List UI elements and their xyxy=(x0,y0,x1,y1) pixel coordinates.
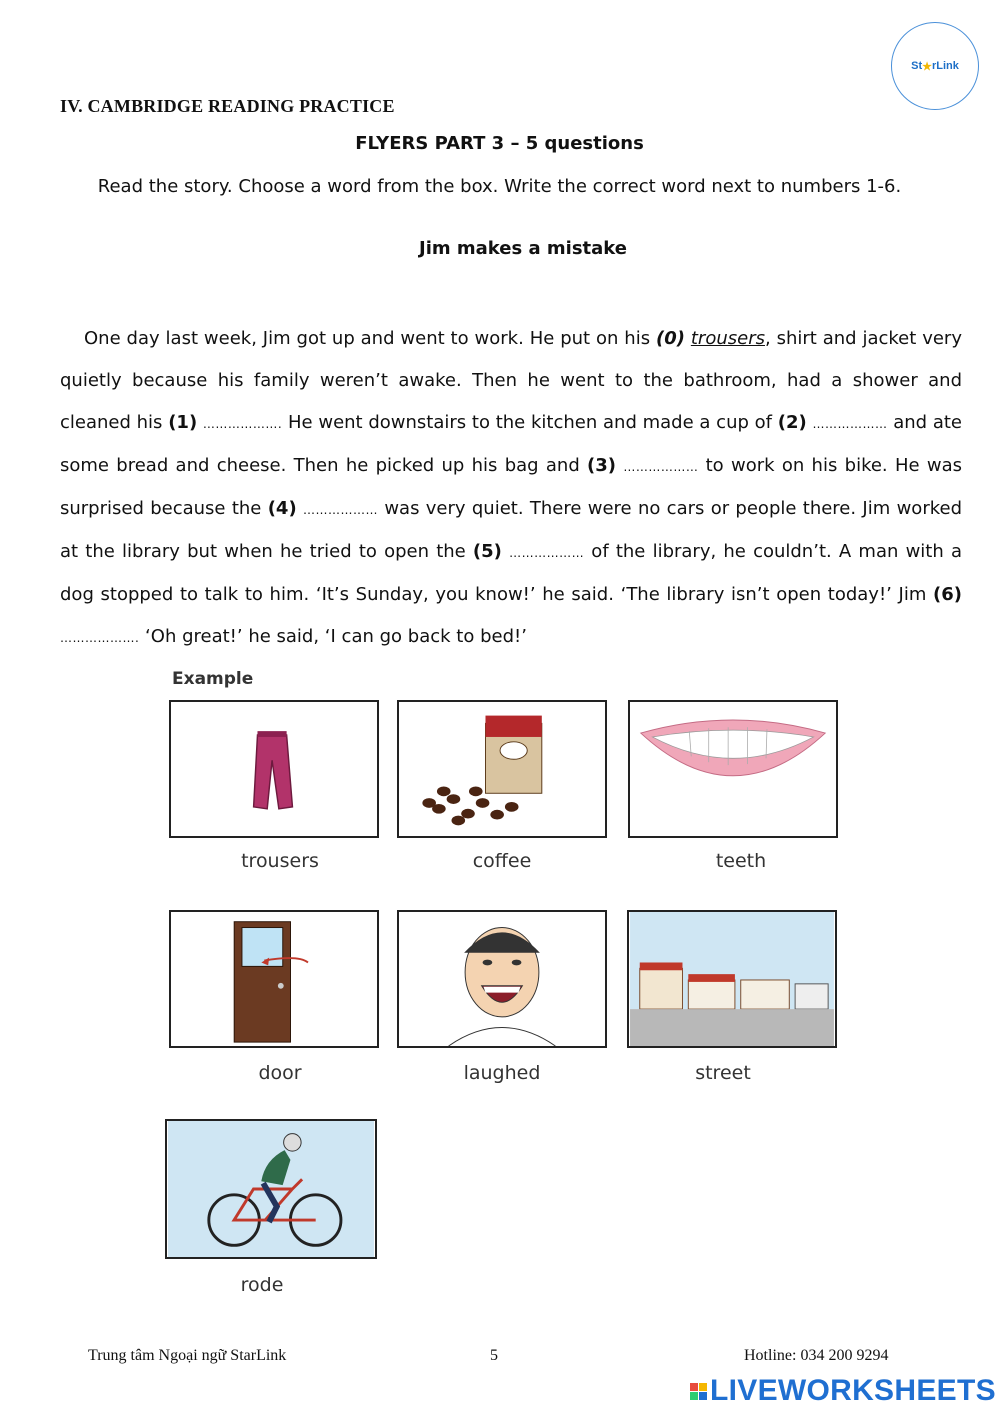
answer-gap-2[interactable]: ……………… xyxy=(812,417,888,431)
street-picture xyxy=(627,910,837,1048)
caption-teeth: teeth xyxy=(715,850,767,872)
caption-rode: rode xyxy=(240,1274,284,1296)
caption-door: door xyxy=(258,1062,302,1084)
caption-street: street xyxy=(695,1062,751,1084)
liveworksheets-logo: LIVEWORKSHEETS xyxy=(690,1374,996,1408)
caption-laughed: laughed xyxy=(463,1062,541,1084)
example-number: (0) xyxy=(655,328,685,349)
answer-gap-1[interactable]: ………………. xyxy=(202,417,283,431)
example-answer: trousers xyxy=(690,328,765,349)
instruction: Read the story. Choose a word from the box. Write the correct word next to numbers 1-6. xyxy=(97,176,902,197)
story-title: Jim makes a mistake xyxy=(419,238,627,259)
gap-number-3: (3) xyxy=(587,455,617,476)
answer-gap-5[interactable]: ……………… xyxy=(509,546,585,560)
page-number: 5 xyxy=(490,1347,498,1364)
example-label: Example xyxy=(172,669,254,689)
gap-number-6: (6) xyxy=(933,584,962,605)
footer-center-name: Trung tâm Ngoại ngữ StarLink xyxy=(88,1347,287,1364)
gap-number-4: (4) xyxy=(267,498,297,519)
gap-number-1: (1) xyxy=(168,412,198,433)
answer-gap-6[interactable]: ………………. xyxy=(60,631,140,645)
section-title: IV. CAMBRIDGE READING PRACTICE xyxy=(60,96,395,116)
starlink-logo: St ★ rLink xyxy=(891,22,979,110)
part-title: FLYERS PART 3 – 5 questions xyxy=(355,133,644,154)
laughed-picture xyxy=(397,910,607,1048)
footer-hotline: Hotline: 034 200 9294 xyxy=(744,1347,889,1364)
caption-coffee: coffee xyxy=(472,850,532,872)
answer-gap-4[interactable]: ……………… xyxy=(303,503,378,517)
teeth-picture xyxy=(628,700,838,838)
gap-number-2: (2) xyxy=(777,412,807,433)
coffee-picture xyxy=(397,700,607,838)
answer-gap-3[interactable]: ……………… xyxy=(623,460,699,474)
door-picture xyxy=(169,910,379,1048)
story-text: One day last week, Jim got up and went to work. He put on his (0) trousers, shirt and jacket very quietly because his family weren’t awake. Then he went to the bathroom, had a shower and cleaned his (1) ………………. He went downstairs to the kitchen and made a cup of (2) ……………… and ate some bread and cheese. Then he picked up his bag and (3) ……………… to work on his bike. He was surprised because the (4) ……………… was very quiet. There were no cars or people there. Jim worked at the library but when he tried to open the (5) ……………… of the library, he couldn’t. A man with a dog stopped to talk to him. ‘It’s Sunday, you know!’ he said. ‘The library isn’t open today!’ Jim (6) ………………. ‘Oh great!’ he said, ‘I can go back to bed!’ xyxy=(60,328,963,647)
liveworksheets-icon xyxy=(690,1383,707,1400)
rode-picture xyxy=(165,1119,377,1259)
trousers-picture xyxy=(169,700,379,838)
caption-trousers: trousers xyxy=(241,850,319,872)
gap-number-5: (5) xyxy=(472,541,502,562)
